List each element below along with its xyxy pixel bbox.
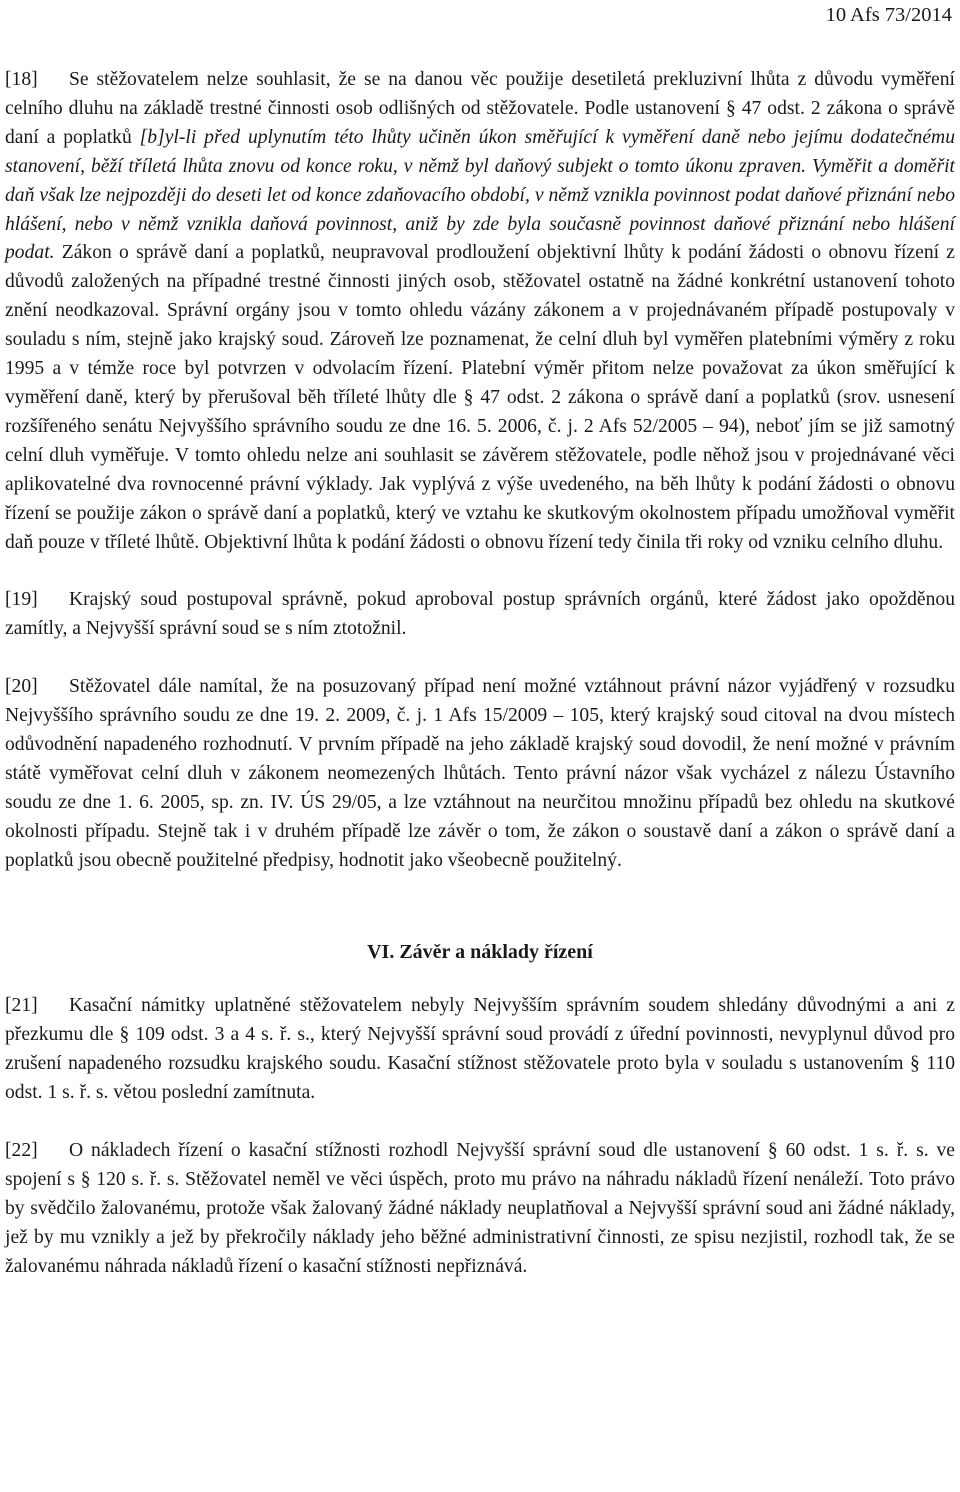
- paragraph-text: O nákladech řízení o kasační stížnosti rozhodl Nejvyšší správní soud dle ustanovení § 60 odst. 1 s. ř. s. ve spojení s § 120 s. ř. s. Stěžovatel neměl ve věci úspěch, proto mu právo na náhradu nákladů řízení nenáleží. Toto právo by svědčilo žalovanému, protože však žalovaný žádné náklady neuplatňoval a Nejvyšší správní soud ani žádné náklady, jež by mu vznikly a jež by překročily náklady jeho běžné administrativní činnosti, ze spisu nezjistil, rozhodl tak, že se žalovanému náhrada nákladů řízení o kasační stížnosti nepřiznává.: [5, 1140, 955, 1277]
- paragraph-number: [20]: [5, 676, 38, 698]
- paragraph-18: [5, 66, 955, 557]
- paragraph-22: [5, 1137, 955, 1282]
- document-body: [5, 66, 955, 1282]
- paragraph-text: Stěžovatel dále namítal, že na posuzovaný případ není možné vztáhnout právní názor vyjádřený v rozsudku Nejvyššího správního soudu ze dne 19. 2. 2009, č. j. 1 Afs 15/2009 – 105, který krajský soud citoval na dvou místech odůvodnění napadeného rozhodnutí. V prvním případě na jeho základě krajský soud dovodil, že není možné v právním státě vyměřovat celní dluh v zákonem neomezených lhůtách. Tento právní názor však vycházel z nálezu Ústavního soudu ze dne 1. 6. 2005, sp. zn. IV. ÚS 29/05, a lze vztáhnout na neurčitou množinu případů bez ohledu na skutkové okolnosti případu. Stejně tak i v druhém případě lze závěr o tom, že zákon o soustavě daní a zákon o správě daní a poplatků jsou obecně použitelné předpisy, hodnotit jako všeobecně použitelný.: [5, 676, 955, 871]
- paragraph-text-continued: Zákon o správě daní a poplatků, neupravoval prodloužení objektivní lhůty k podání žádosti o obnovu řízení z důvodů založených na případné trestné činnosti jiných osob, stěžovatel ostatně na žádné konkrétní ustanovení tohoto znění neodkazoval. Správní orgány jsou v tomto ohledu vázány zákonem a v projednávaném případě postupovaly v souladu s ním, stejně jako krajský soud. Zároveň lze poznamenat, že celní dluh byl vyměřen platebními výměry z roku 1995 a v témže roce byl potvrzen v odvolacím řízení. Platební výměr přitom nelze považovat za úkon směřující k vyměření daně, který by přerušoval běh tříleté lhůty dle § 47 odst. 2 zákona o správě daní a poplatků (srov. usnesení rozšířeného senátu Nejvyššího správního soudu ze dne 16. 5. 2006, č. j. 2 Afs 52/2005 – 94), neboť jím se již samotný celní dluh vyměřuje. V tomto ohledu nelze ani souhlasit se závěrem stěžovatele, podle něhož jsou v projednávané věci aplikovatelné dva rovnocenné právní výklady. Jak vyplývá z výše uvedeného, na běh lhůty k podání žádosti o obnovu řízení se použije zákon o správě daní a poplatků, který ve vztahu ke skutkovým okolnostem případu umožňoval vyměřit daň pouze v tříleté lhůtě. Objektivní lhůta k podání žádosti o obnovu řízení tedy činila tři roky od vzniku celního dluhu.: [5, 242, 955, 553]
- statute-quote: [b]yl-li před uplynutím této lhůty učiněn úkon směřující k vyměření daně nebo jejímu dodatečnému stanovení, běží tříletá lhůta znovu od konce roku, v němž byl daňový subjekt o tomto úkonu zpraven. Vyměřit a doměřit daň však lze nejpozději do deseti let od konce zdaňovacího období, v němž vznikla povinnost podat daňové přiznání nebo hlášení, nebo v němž vznikla daňová povinnost, aniž by zde byla současně povinnost daňové přiznání nebo hlášení podat.: [5, 126, 955, 264]
- paragraph-21: [5, 992, 955, 1108]
- paragraph-text: Krajský soud postupoval správně, pokud aproboval postup správních orgánů, které žádost jako opožděnou zamítly, a Nejvyšší správní soud se s ním ztotožnil.: [5, 589, 955, 640]
- paragraph-number: [19]: [5, 589, 38, 611]
- paragraph-number: [21]: [5, 995, 38, 1017]
- paragraph-number: [18]: [5, 69, 38, 90]
- paragraph-20: [5, 673, 955, 875]
- case-number: 10 Afs 73/2014: [825, 4, 952, 26]
- paragraph-number: [22]: [5, 1140, 38, 1162]
- paragraph-text: Kasační námitky uplatněné stěžovatelem nebyly Nejvyšším správním soudem shledány důvodnými a ani z přezkumu dle § 109 odst. 3 a 4 s. ř. s., který Nejvyšší správní soud provádí z úřední povinnosti, nevyplynul důvod pro zrušení napadeného rozsudku krajského soudu. Kasační stížnost stěžovatele proto byla v souladu s ustanovením § 110 odst. 1 s. ř. s. větou poslední zamítnuta.: [5, 995, 955, 1104]
- paragraph-19: [5, 586, 955, 644]
- section-heading: VI. Závěr a náklady řízení: [367, 940, 593, 963]
- paragraph-text: Se stěžovatelem nelze souhlasit, že se na danou věc použije desetiletá prekluzivní lhůta z důvodu vyměření celního dluhu na základě trestné činnosti osob odlišných od stěžovatele. Podle ustanovení § 47 odst. 2 zákona o správě daní a poplatků: [5, 69, 955, 148]
